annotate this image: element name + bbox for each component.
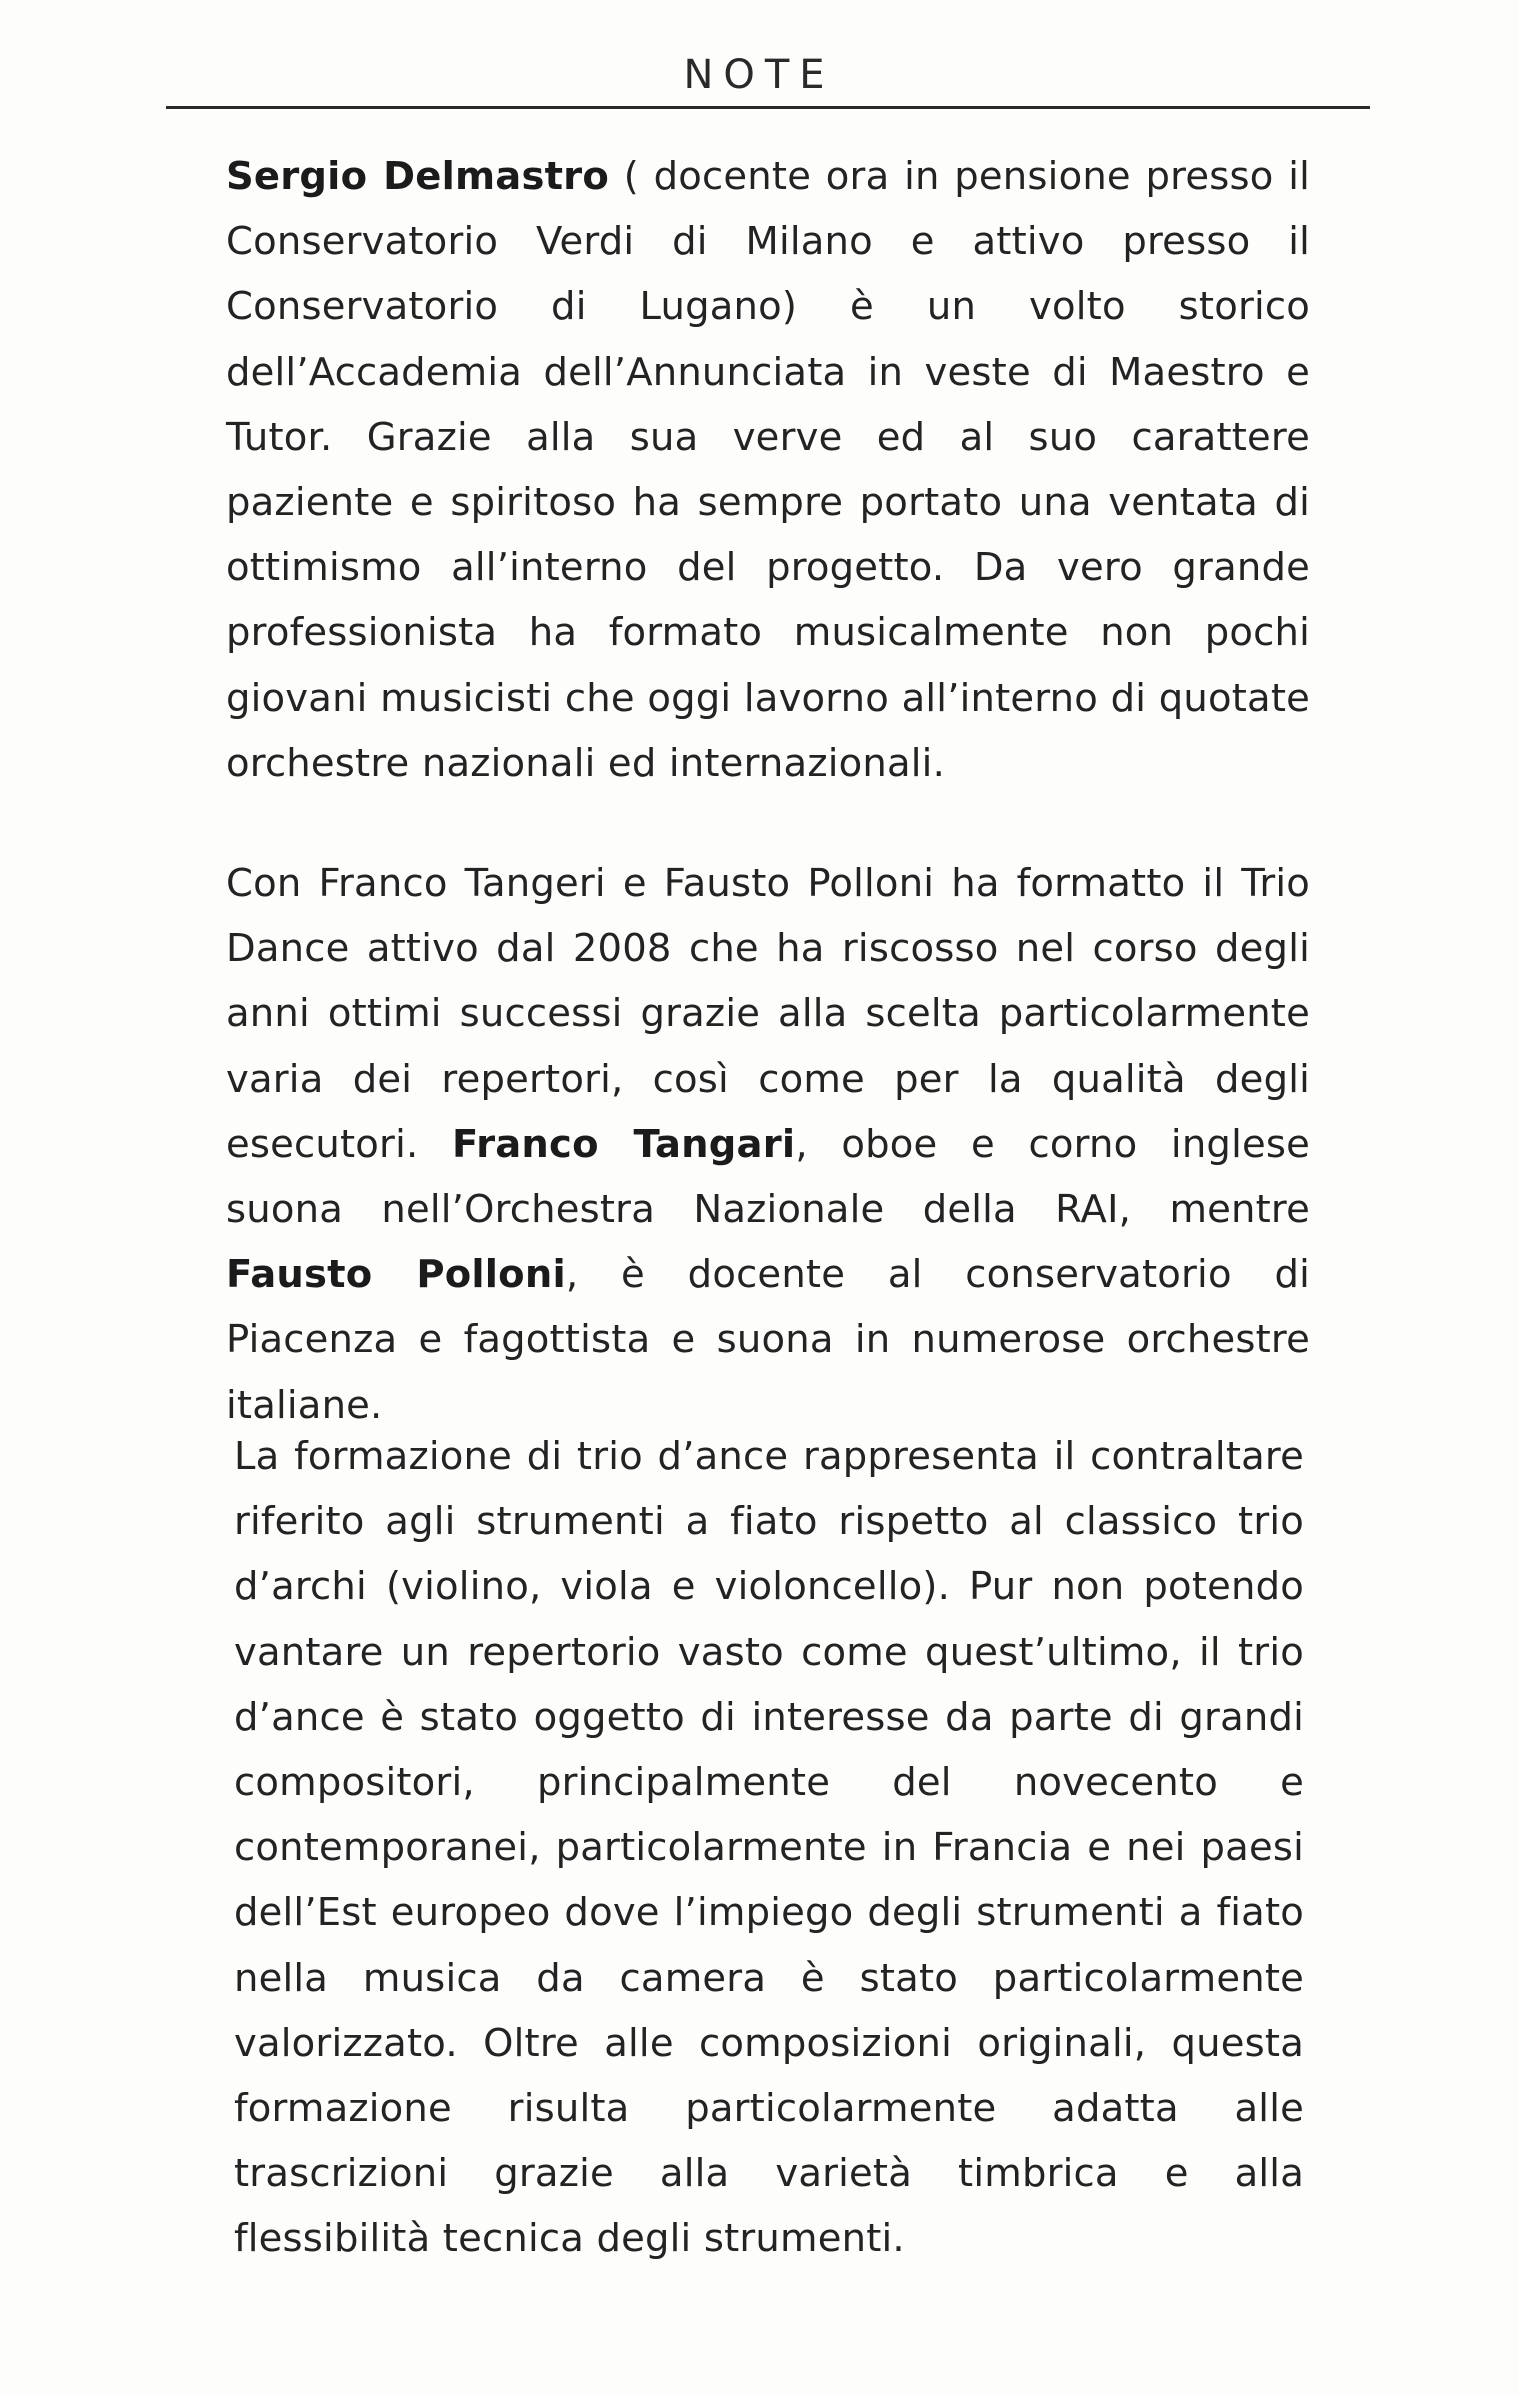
bold-name-franco-tangari: Franco Tangari xyxy=(452,1121,796,1167)
paragraph-trio-dance xyxy=(226,851,1310,1438)
paragraph-trio-dance-text-b: , oboe e corno inglese suona nell’Orchestra Nazionale della RAI, mentre xyxy=(226,1121,1310,1233)
paragraph-trio-dance-formation: La formazione di trio d’ance rappresenta il contraltare riferito agli strumenti a fiato rispetto al classico trio d’archi (violino, viola e violoncello). Pur non potendo vantare un repertorio vasto come quest’ultimo, il trio d’ance è stato oggetto di interesse da parte di grandi compositori, principalmente del novecento e contemporanei, particolarmente in Francia e nei paesi dell’Est europeo dove l’impiego degli strumenti a fiato nella musica da camera è stato particolarmente valorizzato. Oltre alle composizioni originali, questa formazione risulta particolarmente adatta alle trascrizioni grazie alla varietà timbrica e alla flessibilità tecnica degli strumenti. xyxy=(234,1434,1304,2262)
page-title: NOTE xyxy=(683,52,835,98)
bold-name-sergio-delmastro: Sergio Delmastro xyxy=(226,154,610,199)
paragraph-trio-dance-text-c: , è docente al conservatorio di Piacenza e fagottista e suona in numerose orchestre italiane. xyxy=(226,1252,1310,1428)
paragraph-trio-dance-text-a: Con Franco Tangeri e Fausto Polloni ha formatto il Trio Dance attivo dal 2008 che ha riscosso nel corso degli anni ottimi successi grazie alla scelta particolarmente varia dei repertori, così come per la qualità degli esecutori. xyxy=(226,861,1310,1167)
paragraph-delmastro-text: ( docente ora in pensione presso il Conservatorio Verdi di Milano e attivo presso il Conservatorio di Lugano) è un volto storico dell’Accademia dell’Annunciata in veste di Maestro e Tutor. Grazie alla sua verve ed al suo carattere paziente e spiritoso ha sempre portato una ventata di ottimismo all’interno del progetto. Da vero grande professionista ha formato musicalmente non pochi giovani musicisti che oggi lavorno all’interno di quotate orchestre nazionali ed internazionali. xyxy=(226,154,1310,786)
header-divider xyxy=(166,106,1370,109)
bold-name-fausto-polloni: Fausto Polloni xyxy=(226,1252,566,1298)
paragraph-delmastro xyxy=(226,144,1310,796)
